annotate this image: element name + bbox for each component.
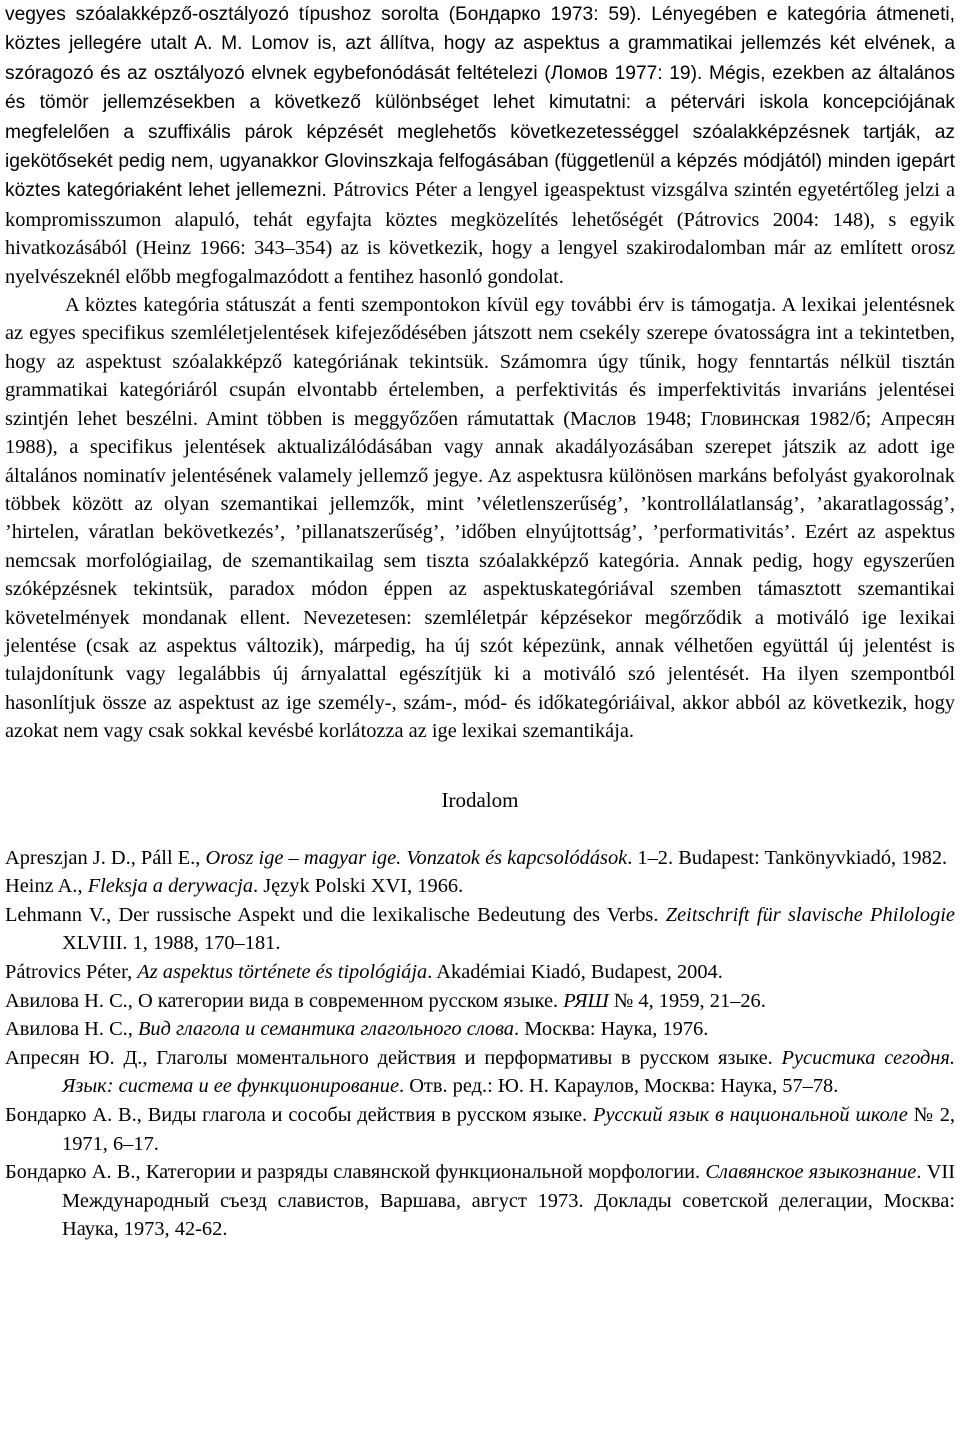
reference-title: Русистика сегодня. Язык: система и ее функционирование xyxy=(62,1046,955,1098)
reference-item xyxy=(5,1101,955,1158)
body-paragraph-2: A köztes kategória státuszát a fenti szempontokon kívül egy további érv is támogatja. A lexikai jelentésnek az egyes specifikus szemléletjelentések kifejeződésében játszott nem csekély szerepe óvatosságra int a tekintetben, hogy az aspektust szóalakképző kategóriának tekintsük. Számomra úgy tűnik, hogy fenntartás nélkül tisztán grammatikai kategóriáról csupán elvontabb értelemben, a perfektivitás és imperfektivitás invariáns jelentései szintjén lehet beszélni. Amint többen is meggyőzően rámutattak (Маслов 1948; Гловинская 1982/б; Апресян 1988), a specifikus jelentések aktualizálódásában vagy annak akadályozásában szerepet játszik az adott ige általános nominatív jelentésének valamely jellemző jegye. Az aspektusra különösen markáns befolyást gyakorolnak többek között az olyan szemantikai jellemzők, mint ’véletlenszerűség’, ’kontrollálatlanság’, ’akaratlagosság’, ’hirtelen, váratlan bekövetkezés’, ’pillanatszerűség’, ’időben elnyújtottság’, ’performativitás’. Ezért az aspektus nemcsak morfológiailag, de szemantikailag sem tiszta szóalakképző kategória. Annak pedig, hogy egyszerűen szóképzésnek tekintsük, paradox módon éppen az aspektuskategóriával szemben támasztott szemantikai követelmények mondanak ellent. Nevezetesen: szemléletpár képzésekor megőrződik a motiváló ige lexikai jelentése (csak az aspektus változik), márpedig, ha új szót képezünk, annak vélhetően együttál új jelentést is tulajdonítunk vagy legalábbis új árnyalattal egészítjük ki a motiváló szó jelentését. Ha ilyen szempontból hasonlítjuk össze az aspektust az ige személy-, szám-, mód- és időkategóriáival, akkor abból az következik, hogy azokat nem vagy csak sokkal kevésbé korlátozza az ige lexikai szemantikája. xyxy=(5,294,955,743)
reference-item xyxy=(5,872,955,901)
reference-authors: Apreszjan J. D., Páll E., xyxy=(5,846,206,869)
reference-authors: Бондарко А. В., Виды глагола и сособы действия в русском языке. xyxy=(5,1103,593,1126)
reference-item xyxy=(5,1158,955,1244)
paragraph-1-sans-part: vegyes szóalakképző-osztályozó típushoz sorolta (Бондарко 1973: 59). Lényegében e kategória átmeneti, köztes jellegére utalt A. M. Lomov is, azt állítva, hogy az aspektus a grammatikai jellemzés két elvének, a szóragozó és az osztályozó elvnek egybefonódását feltételezi (Ломов 1977: 19). Mégis, ezekben az általános és tömör jellemzésekben a következő különbséget lehet kimutatni: a pétervári iskola koncepciójának megfelelően a szuffixális párok képzését meglehetős következetességgel szóalakképzésnek tartják, az igekötősekét pedig nem, ugyanakkor Glovinszkaja felfogásában (függetlenül a képzés módjától) minden igepárt köztes kategóriaként lehet jellemezni. xyxy=(5,4,955,202)
reference-details: . 1–2. Budapest: Tankönyvkiadó, 1982. xyxy=(627,846,948,869)
reference-title: Zeitschrift für slavische Philologie xyxy=(665,903,955,926)
reference-authors: Авилова Н. С., О категории вида в современном русском языке. xyxy=(5,989,564,1012)
reference-details: . Akadémiai Kiadó, Budapest, 2004. xyxy=(427,960,723,983)
reference-details: . Москва: Наука, 1976. xyxy=(514,1018,709,1041)
reference-title: Вид глагола и семантика глагольного слова xyxy=(137,1018,514,1041)
paragraph-1-serif-part: Pátrovics Péter a lengyel igeaspektust vizsgálva szintén egyetértőleg jelzi a kompromisszumon alapuló, tehát egyfajta köztes megközelítés lehetőségét (Pátrovics 2004: 148), s egyik hivatkozásából (Heinz 1966: 343–354) az is következik, hogy a lengyel szakirodalomban már az említett orosz nyelvészeknél előbb megfogalmazódott a fentihez hasonló gondolat. xyxy=(5,179,955,288)
reference-details: . VII Международный съезд славистов, Варшава, август 1973. Доклады советской делегации, Москва: Наука, 1973, 42-62. xyxy=(62,1161,955,1241)
reference-authors: Бондарко А. В., Категории и разряды славянской функциональной морфологии. xyxy=(5,1161,706,1184)
reference-details: № 2, 1971, 6–17. xyxy=(62,1103,955,1155)
reference-authors: Авилова Н. С., xyxy=(5,1018,138,1041)
reference-title: Славянское языкознание xyxy=(705,1161,917,1184)
reference-authors: Lehmann V., Der russische Aspekt und die lexikalische Bedeutung des Verbs. xyxy=(5,903,666,926)
reference-title: Az aspektus története és tipológiája xyxy=(137,960,428,983)
reference-details: № 4, 1959, 21–26. xyxy=(608,989,766,1012)
reference-title: Fleksja a derywacja xyxy=(87,875,254,898)
references-heading: Irodalom xyxy=(441,787,519,812)
reference-title: РЯШ xyxy=(563,989,609,1012)
reference-authors: Апресян Ю. Д., Глаголы моментального действия и перформативы в русском языке. xyxy=(5,1046,782,1069)
reference-details: . Język Polski XVI, 1966. xyxy=(253,875,464,898)
reference-title: Русский язык в национальной школе xyxy=(593,1103,908,1126)
reference-details: . Отв. ред.: Ю. Н. Караулов, Москва: Наука, 57–78. xyxy=(399,1075,839,1098)
reference-authors: Heinz A., xyxy=(5,875,88,898)
reference-item xyxy=(5,901,955,958)
reference-details: XLVIII. 1, 1988, 170–181. xyxy=(62,932,281,955)
reference-authors: Pátrovics Péter, xyxy=(5,960,138,983)
reference-item xyxy=(5,987,955,1016)
reference-item xyxy=(5,844,955,873)
document-page xyxy=(5,0,955,1244)
reference-item xyxy=(5,1015,955,1044)
reference-list xyxy=(5,844,955,1244)
reference-item xyxy=(5,1044,955,1101)
body-paragraph-1 xyxy=(5,0,955,291)
reference-title: Orosz ige – magyar ige. Vonzatok és kapcsolódások xyxy=(205,846,628,869)
reference-item xyxy=(5,958,955,987)
